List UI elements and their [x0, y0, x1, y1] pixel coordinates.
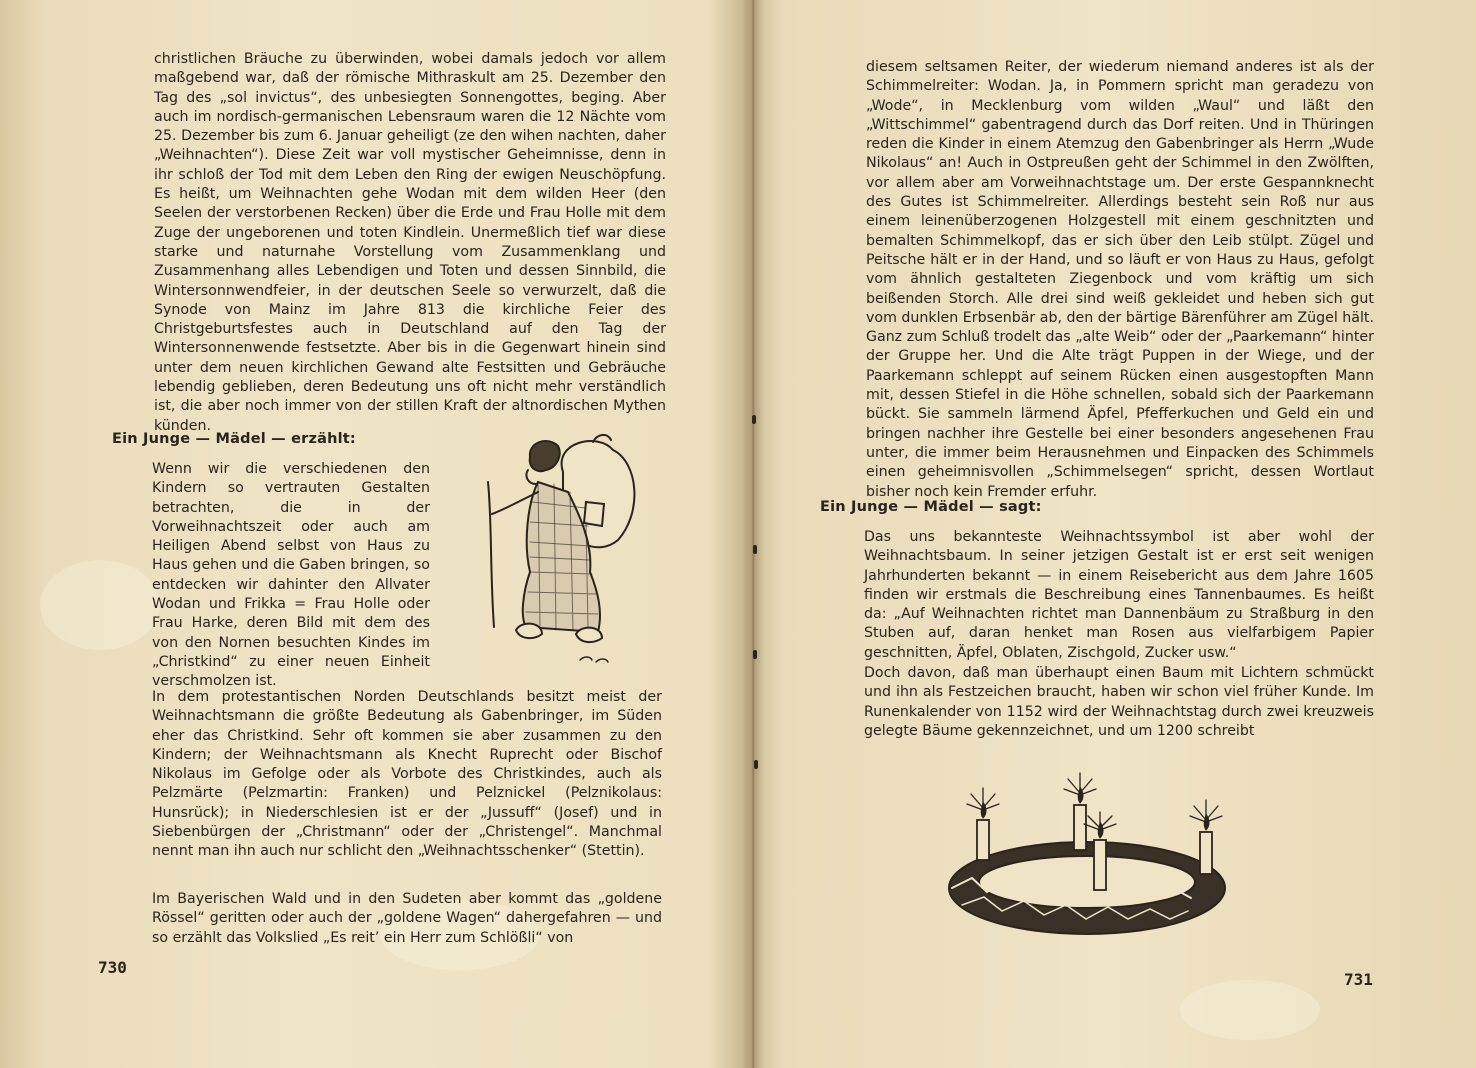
bavaria-paragraph: Im Bayerischen Wald und in den Sudeten aber kommt das „goldene Rössel“ geritten oder auch der „goldene Wagen“ dahergefahren — und so erzählt das Volkslied „Es reit’ ein Herr zum Schlößli“ von: [152, 891, 662, 946]
tree-paragraph: Das uns bekannteste Weihnachtssymbol ist aber wohl der Weihnachtsbaum. In seiner jetzigen Gestalt ist er erst seit wenigen Jahrhunderten bekannt — in einem Reisebericht aus dem Jahre 1605 finden wir erstmals die Beschreibung eines Tannenbaumes. Es heißt da: „Auf Weihnachten richtet man Dannenbäum zu Straßburg in den Stuben auf, daran henket man Rosen aus vielfarbigem Papier geschnitten, Äpfel, Oblaten, Zischgold, Zucker usw.“: [864, 529, 1374, 661]
advent-wreath-drawing: [942, 770, 1232, 950]
page-number-right: 731: [1344, 970, 1373, 989]
narration-paragraph: Wenn wir die verschiedenen den Kindern so vertrauten Gestalten betrachten, die in der Vorweihnachtszeit oder auch am Heiligen Abend selbst von Haus zu Haus gehen und die Gaben bringen, so entdecken wir dahinter den Allvater Wodan und Frikka = Frau Holle oder Frau Harke, deren Bild mit dem des von den Nornen besuchten Kindes im „Christkind“ zu einer neuen Einheit verschmolzen ist.: [152, 461, 430, 690]
section-heading-right: Ein Junge — Mädel — sagt:: [820, 499, 1042, 515]
page-number-left: 730: [98, 958, 127, 977]
intro-paragraph: christlichen Bräuche zu überwinden, wobei damals jedoch vor allem maßgebend war, daß der römische Mithraskult am 25. Dezember den Tag des „sol invictus“, des unbesiegten Sonnengottes, beging. Aber auch im nordisch-germanischen Lebensraum waren die 12 Nächte vom 25. Dezember bis zum 6. Januar geheiligt (ze den wihen nachten, daher „Weihnachten“). Diese Zeit war voll mystischer Geheimnisse, denn in ihr schloß der Tod mit dem Leben den Ring der ewigen Neuschöpfung. Es heißt, um Weihnachten gehe Wodan mit dem wilden Heer (den Seelen der verstorbenen Recken) über die Erde und Frau Holle mit dem Zuge der ungeborenen und toten Kindlein. Unermeßlich tief war diese starke und naturnahe Vorstellung vom Zusammenklang und Zusammenhang alles Lebendigen und Toten und dessen Sinnbild, die Wintersonnwendfeier, in der deutschen Seele so verwurzelt, daß die Synode von Mainz im Jahre 813 die kirchliche Feier des Christgeburtsfestes auch in Deutschland auf den Tag der Wintersonnenwende festsetzte. Aber bis in die Gegenwart hinein sind unter dem neuen kirchlichen Gewand alte Festsitten und Gebräuche lebendig geblieben, deren Bedeutung uns oft nicht mehr verständlich ist, die aber noch immer von der stillen Kraft der altnordischen Mythen künden.: [154, 51, 666, 434]
north-paragraph: In dem protestantischen Norden Deutschlands besitzt meist der Weihnachtsmann die größte Bedeutung als Gabenbringer, im Süden eher das Christkind. Sehr oft kommen sie aber zusammen zu den Kindern; der Weihnachtsmann als Knecht Ruprecht oder Bischof Nikolaus im Gefolge oder als Vorbote des Christkindes, auch als Pelzmärte (Pelzmartin: Franken) und Pelznickel (Pelznikolaus: Hunsrück); in Niederschlesien ist er der „Jussuff“ (Josef) und in Siebenbürgen der „Christmann“ oder der „Christengel“. Manchmal nennt man ihn auch nur schlicht den „Weihnachtsschenker“ (Stettin).: [152, 689, 662, 860]
intro-paragraph-right: diesem seltsamen Reiter, der wiederum niemand anderes ist als der Schimmelreiter: Wodan. Ja, in Pommern spricht man geradezu von „Wode“, in Mecklenburg vom wilden „Waul“ und läßt den „Wittschimmel“ gabentragend durch das Dorf reiten. Und in Thüringen reden die Kinder in einem Atemzug den Gabenbringer als Herrn „Wude Nikolaus“ an! Auch in Ostpreußen geht der Schimmel in den Zwölften, vor allem aber am Vorweihnachtstage um. Der erste Gespannknecht des Gutes ist Schimmelreiter. Allerdings besteht sein Roß nur aus einem leinenüberzogenen Holzgestell mit einem geschnitzten und bemalten Schimmelkopf, das er sich über den Leib stülpt. Zügel und Peitsche hält er in der Hand, und so läuft er von Haus zu Haus, gefolgt vom ähnlich gestalteten Ziegenbock und vom kräftig um sich beißenden Storch. Alle drei sind weiß gekleidet und heben sich gut vom dunklen Erbsenbär ab, den der bärtige Bärenführer am Zügel hält. Ganz zum Schluß trodelt das „alte Weib“ oder der „Paarkemann“ hinter der Gruppe her. Und die Alte trägt Puppen in der Wiege, und der Paarkemann schleppt auf seinem Rücken einen ausgestopften Mann mit, dessen Stiefel in die Höhe schnellen, sobald sich der Paarkemann bückt. Sie sammeln lärmend Äpfel, Pfefferkuchen und Geld ein und bringen nachher ihre Gestelle bei einer besonders angesehenen Frau unter, die immer beim Herausnehmen und Einpacken des Schimmels einen geheimnisvollen „Schimmelsegen“ spricht, dessen Wortlaut bisher noch kein Fremder erfuhr.: [866, 59, 1374, 500]
right-page: [752, 0, 1476, 1068]
old-woman-with-sack-drawing: [468, 422, 668, 672]
section-heading: Ein Junge — Mädel — erzählt:: [112, 431, 356, 447]
lights-paragraph: Doch davon, daß man überhaupt einen Baum mit Lichtern schmückt und ihn als Festzeichen braucht, haben wir schon viel früher Kunde. Im Runenkalender von 1152 wird der Weihnachtstag durch zwei kreuzweis gelegte Bäume gekennzeichnet, und um 1200 schreibt: [864, 665, 1374, 739]
